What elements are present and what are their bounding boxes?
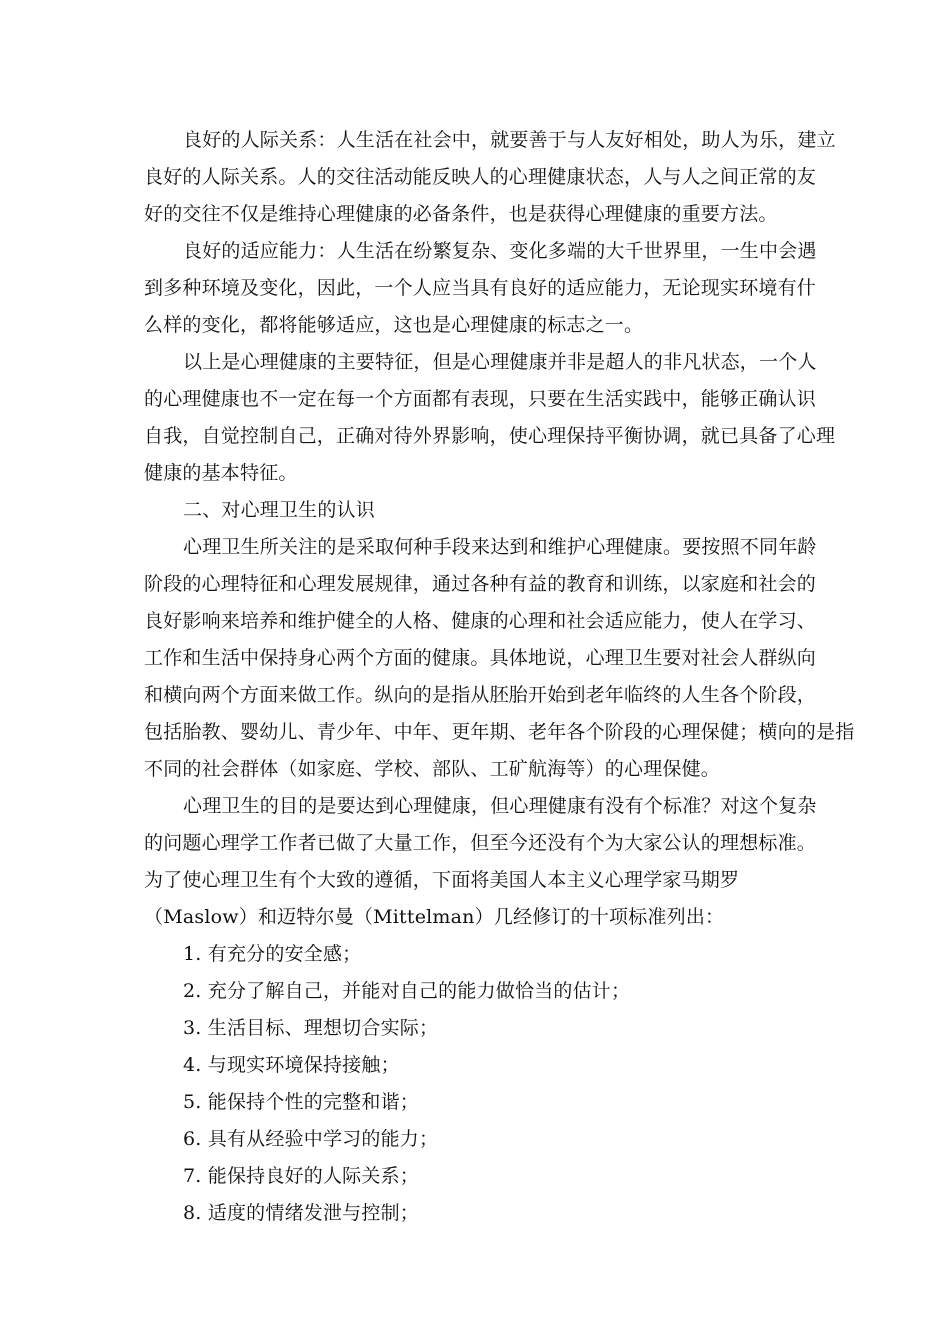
- list-item: 1. 有充分的安全感；: [183, 943, 362, 965]
- paragraph-line: 么样的变化，都将能够适应，这也是心理健康的标志之一。: [144, 314, 644, 336]
- list-item: 6. 具有从经验中学习的能力；: [183, 1128, 439, 1150]
- paragraph-line: 和横向两个方面来做工作。纵向的是指从胚胎开始到老年临终的人生各个阶段，: [144, 684, 817, 706]
- paragraph-line: 良好的人际关系：人生活在社会中，就要善于与人友好相处，助人为乐，建立: [183, 129, 836, 151]
- paragraph-line: 心理卫生所关注的是采取何种手段来达到和维护心理健康。要按照不同年龄: [183, 536, 817, 558]
- paragraph-line: 良好的人际关系。人的交往活动能反映人的心理健康状态，人与人之间正常的友: [144, 166, 817, 188]
- paragraph-line: 到多种环境及变化，因此，一个人应当具有良好的适应能力，无论现实环境有什: [144, 277, 817, 299]
- paragraph-line: 健康的基本特征。: [144, 462, 298, 484]
- paragraph-line: 自我，自觉控制自己，正确对待外界影响，使心理保持平衡协调，就已具备了心理: [144, 425, 836, 447]
- list-item: 2. 充分了解自己，并能对自己的能力做恰当的估计；: [183, 980, 631, 1002]
- section-heading: 二、对心理卫生的认识: [183, 499, 376, 521]
- paragraph-line: 好的交往不仅是维持心理健康的必备条件，也是获得心理健康的重要方法。: [144, 203, 778, 225]
- list-item: 5. 能保持个性的完整和谐；: [183, 1091, 419, 1113]
- paragraph-line: 良好的适应能力：人生活在纷繁复杂、变化多端的大千世界里，一生中会遇: [183, 240, 817, 262]
- paragraph-line: 良好影响来培养和维护健全的人格、健康的心理和社会适应能力，使人在学习、: [144, 610, 817, 632]
- paragraph-line: 工作和生活中保持身心两个方面的健康。具体地说，心理卫生要对社会人群纵向: [144, 647, 817, 669]
- paragraph-line: 为了使心理卫生有个大致的遵循，下面将美国人本主义心理学家马期罗: [144, 869, 740, 891]
- list-item: 3. 生活目标、理想切合实际；: [183, 1017, 439, 1039]
- list-item: 7. 能保持良好的人际关系；: [183, 1165, 419, 1187]
- list-item: 8. 适度的情绪发泄与控制；: [183, 1202, 419, 1224]
- paragraph-line: 阶段的心理特征和心理发展规律，通过各种有益的教育和训练，以家庭和社会的: [144, 573, 817, 595]
- paragraph-line: 不同的社会群体（如家庭、学校、部队、工矿航海等）的心理保健。: [144, 758, 721, 780]
- paragraph-line: （Maslow）和迈特尔曼（Mittelman）几经修订的十项标准列出：: [144, 906, 725, 928]
- paragraph-line: 以上是心理健康的主要特征，但是心理健康并非是超人的非凡状态，一个人: [183, 351, 817, 373]
- paragraph-line: 包括胎教、婴幼儿、青少年、中年、更年期、老年各个阶段的心理保健；横向的是指: [144, 721, 855, 743]
- paragraph-line: 心理卫生的目的是要达到心理健康，但心理健康有没有个标准？对这个复杂: [183, 795, 817, 817]
- paragraph-line: 的心理健康也不一定在每一个方面都有表现，只要在生活实践中，能够正确认识: [144, 388, 817, 410]
- paragraph-line: 的问题心理学工作者已做了大量工作，但至今还没有个为大家公认的理想标准。: [144, 832, 817, 854]
- list-item: 4. 与现实环境保持接触；: [183, 1054, 400, 1076]
